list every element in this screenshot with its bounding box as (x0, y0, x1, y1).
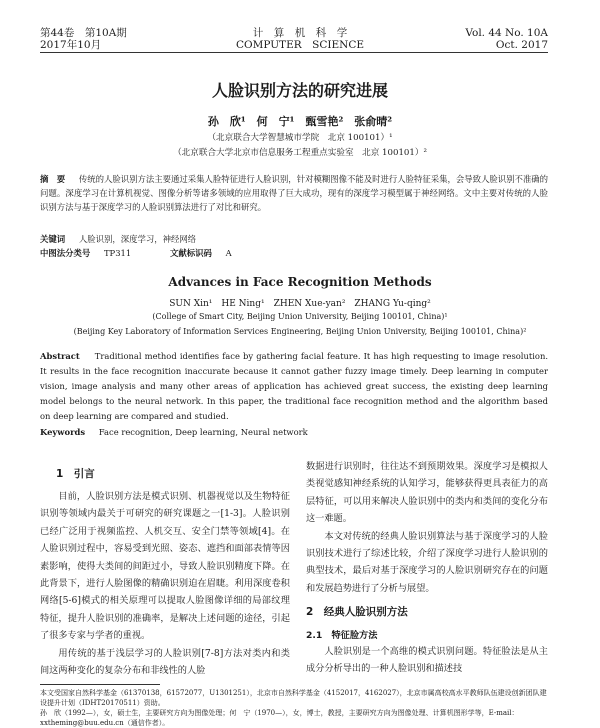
footnote (40, 688, 548, 728)
section-2-1-heading: 2.1 特征脸方法 (306, 630, 378, 641)
keywords-cn (40, 232, 548, 246)
keywords-en-text: Face recognition, Deep learning, Neural network (98, 427, 308, 437)
authors-cn: 孙 欣¹ 何 宁¹ 甄雪艳² 张俞晴² (207, 115, 393, 128)
abstract-en (40, 349, 548, 424)
volume-number-en: Vol. 44 No. 10A (465, 27, 548, 39)
journal-volume-en (465, 27, 548, 51)
section-2-heading: 2 经典人脸识别方法 (306, 606, 408, 618)
doc-code-value: A (225, 248, 232, 258)
section-2-1-paragraph-1: 人脸识别是一个高维的模式识别问题。特征脸法是从主成分分析导出的一种人脸识别和描述技 (306, 646, 548, 675)
footnote-funding: 本文受国家自然科学基金（61370138，61572077，U1301251），北京市自然科学基金（4152017，4162027），北京市属高校高水平教师队伍建设创新团队建设提升计划（IDHT20170511）资助。 (40, 689, 547, 707)
header-divider (40, 52, 548, 53)
paper-title-cn: 人脸识别方法的研究进展 (211, 81, 388, 100)
keywords-cn-text: 人脸识别，深度学习，神经网络 (78, 234, 197, 244)
journal-name-cn: 计 算 机 科 学 (252, 27, 348, 39)
abstract-en-text: Traditional method identifies face by gathering facial feature. It has high requesting to image resolution. It results in the face recognition inaccurate because it cannot gather fuzzy image timely. Deep learning in computer vision, image analysis and many other areas of application has achieved great success, the existing deep learning model belongs to the neural network. In this paper, the traditional face recognition method and the algorithm based on deep learning are compared and studied. (40, 351, 548, 421)
keywords-en (40, 425, 548, 440)
right-column-body (306, 458, 548, 597)
right-column-paragraph-1: 数据进行识别时，往往达不到预期效果。深度学习是模拟人类视觉感知神经系统的认知学习，能够获得更具表征力的高层特征，可以用来解决人脸识别中的类内和类间的变化分布这一难题。 (306, 461, 548, 525)
affiliation-cn-1: （北京联合大学智慧城市学院 北京 100101）¹ (207, 133, 393, 143)
affiliation-en-1: (College of Smart City, Beijing Union University, Beijing 100101, China)¹ (152, 312, 448, 321)
journal-name-en: COMPUTER SCIENCE (235, 39, 365, 51)
right-column-paragraph-2: 本文对传统的经典人脸识别算法与基于深度学习的人脸识别技术进行了综述比较，介绍了深度学习进行人脸识别的典型技术，最后对基于深度学习的人脸识别研究存在的问题和发展趋势进行了分析与展望。 (306, 530, 548, 594)
keywords-en-label: Keywords (40, 427, 86, 437)
footnote-authors: 孙 欣（1992—），女，硕士生，主要研究方向为图像处理；何 宁（1970—），女，博士，教授，主要研究方向为图像处理、计算机图形学等，E-mail：xxtheming@buu.edu.cn（通信作者）。 (40, 709, 519, 727)
abstract-cn (40, 172, 548, 214)
clc-value: TP311 (103, 248, 132, 258)
issue-date: 2017年10月 (40, 39, 102, 51)
keywords-cn-label: 关键词 (40, 234, 66, 244)
affiliation-en-2: (Beijing Key Laboratory of Information Services Engineering, Beijing Union University, Beijing 100101, China)² (73, 327, 527, 336)
clc-label: 中图法分类号 (40, 248, 91, 258)
issue-volume: 第44卷 第10A期 (40, 27, 127, 39)
section-1-heading: 1 引言 (56, 468, 95, 480)
section-1-paragraph-1: 目前，人脸识别方法是模式识别、机器视觉以及生物特征识别等领域内最关于可研究的研究课题之一[1-3]。人脸识别已经广泛用于视频监控、人机交互、安全门禁等领域[4]。在人脸识别过程中，容易受到光照、姿态、遮挡和面部表情等因素影响，使得大类间的间距过小，导致人脸识别精度下降。在此背景下，进行人脸图像的精确识别迫在眉睫。利用深度卷积网络[5-6]模式的相关原理可以提取人脸图像详细的局部纹理特征，提升人脸识别的准确率，是解决上述问题的途径，引起了很多专家与学者的重视。 (40, 491, 290, 642)
abstract-cn-label: 摘 要 (40, 174, 66, 184)
left-column-body (40, 488, 290, 679)
volume-date-en: Oct. 2017 (495, 39, 548, 51)
classification-line (40, 246, 548, 260)
doc-code-label: 文献标识码 (170, 248, 212, 258)
paper-title-en: Advances in Face Recognition Methods (168, 275, 432, 289)
abstract-en-label: Abstract (40, 351, 80, 361)
affiliation-cn-2: （北京联合大学北京市信息服务工程重点实验室 北京 100101）² (173, 148, 427, 158)
authors-en: SUN Xin¹ HE Ning¹ ZHEN Xue-yan² ZHANG Yu-qing² (169, 299, 431, 309)
abstract-cn-text: 传统的人脸识别方法主要通过采集人脸特征进行人脸识别，针对模糊图像不能及时进行人脸特征采集，会导致人脸识别不准确的问题。深度学习在计算机视觉、图像分析等诸多领域的应用取得了巨大成功，现有的深度学习模型属于神经网络。文中主要对传统的人脸识别方法与基于深度学习的人脸识别算法进行了对比和研究。 (40, 174, 549, 212)
section-1-paragraph-2: 用传统的基于浅层学习的人脸识别[7-8]方法对类内和类间这两种变化的复杂分布和非线性的人脸 (40, 647, 290, 677)
footnote-divider (40, 684, 160, 685)
section-2-1-body (306, 643, 548, 678)
